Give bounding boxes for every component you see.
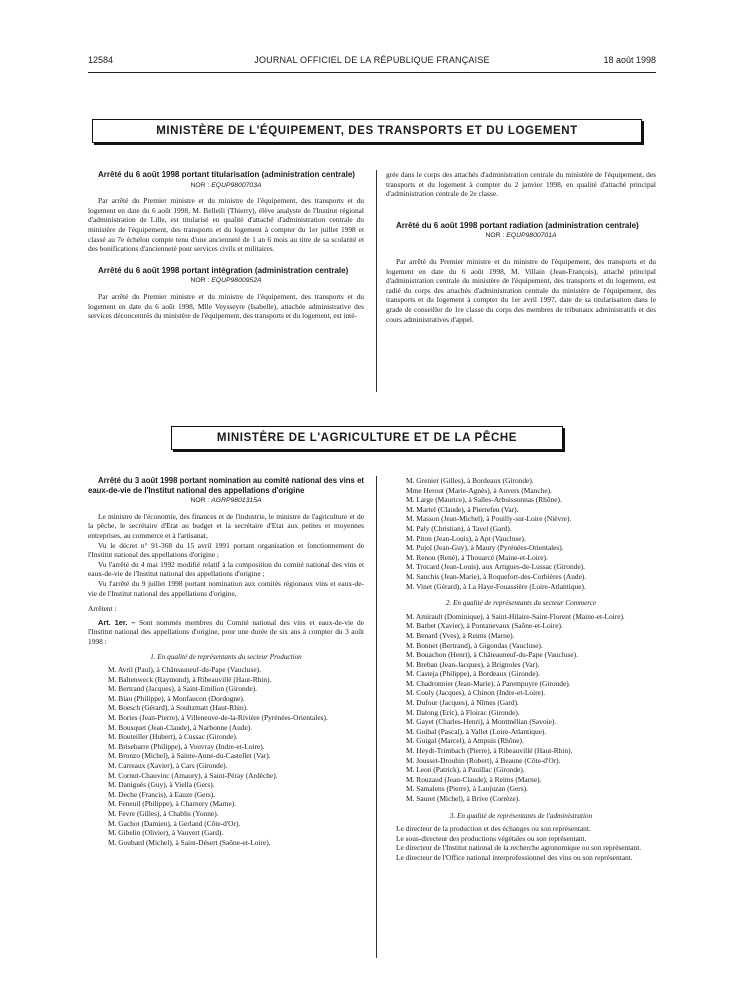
list-item: M. Daniguès (Guy), à Viella (Gers). <box>108 780 215 790</box>
list-item: M. Grenier (Gilles), à Bordeaux (Gironde). <box>406 476 534 485</box>
list-item: M. Paly (Christian), à Tavel (Gard). <box>406 523 512 533</box>
nor-reference: NOR : EQUP9800952A <box>190 277 262 285</box>
member-list <box>88 665 364 847</box>
section1-right-column <box>386 170 656 324</box>
list-item: M. Benard (Yves), à Reims (Marne). <box>406 630 515 640</box>
list-item: M. Baltenweck (Raymond), à Ribeauvillé (Haut-Rhin). <box>108 674 272 684</box>
list-item: M. Jousset-Drouhin (Robert), à Beaune (Côte-d'Or). <box>406 755 561 765</box>
list-item: M. Breban (Jean-Jacques), à Brignoles (Var). <box>406 659 540 669</box>
decree-title: Arrêté du 3 août 1998 portant nomination au comité national des vins et eaux-de-vie de l'Institut national des appellations d'origine <box>88 476 364 495</box>
list-item: M. Bouteiller (Hubert), à Cussac (Gironde). <box>108 732 238 742</box>
list-item: M. Pujol (Jean-Guy), à Maury (Pyrénées-Orientales). <box>406 543 564 553</box>
list-item: M. Sauret (Michel), à Brive (Corrèze). <box>406 794 521 803</box>
list-item: M. Dalong (Eric), à Floirac (Gironde). <box>406 707 520 717</box>
subsection-title: 3. En qualité de représentants de l'administration <box>449 811 593 820</box>
list-item: M. Carreaux (Xavier), à Cars (Gironde). <box>108 761 228 771</box>
list-item: M. Samalens (Pierre), à Laujuzan (Gers). <box>406 784 528 794</box>
decree-title: Arrêté du 6 août 1998 portant radiation (administration centrale) <box>396 220 639 230</box>
member-list <box>386 476 656 591</box>
list-item: M. Heydt-Trimbach (Pierre), à Ribeauvillé (Haut-Rhin). <box>406 746 573 756</box>
list-item: M. Bronzo (Michel), à Sainte-Anne-du-Castellet (Var). <box>108 751 271 761</box>
list-item: M. Biau (Philippe), à Monfaucon (Dordogne). <box>108 693 245 703</box>
list-item: M. Bousquet (Jean-Claude), à Narbonne (Aude). <box>108 722 253 732</box>
list-item: M. Renou (René), à Thouarcé (Maine-et-Loire). <box>406 552 548 562</box>
nor-reference: NOR : EQUP9800701A <box>485 232 557 240</box>
list-item: Le directeur de l'Office national interprofessionnel des vins ou son représentant. <box>396 852 633 862</box>
list-item: M. Bonnet (Bertrand), à Gigondas (Vaucluse). <box>406 640 543 650</box>
list-item: M. Dufour (Jacques), à Nîmes (Gard). <box>406 698 519 708</box>
header-rule <box>88 72 656 73</box>
decree-body: Par arrêté du Premier ministre et du ministre de l'équipement, des transports et du logement en date du 6 août 1998, Mlle Veysseyre (Isabelle), attachée administrative des services déconcentrés du ministère de l'équipement, des transports et du logement, est inté- <box>88 291 364 321</box>
list-item: M. Avril (Paul), à Châteauneuf-du-Pape (Vaucluse). <box>108 665 261 675</box>
decree-body: Par arrêté du Premier ministre et du ministre de l'équipement, des transports et du logement en date du 6 août 1998, M. Villain (Jean-François), attaché principal d'administration centrale du ministère de l'équipement, des transports et du logement, est radié du corps des attachés d'administration centrale du ministère de l'équipement, des transports et du logement à compter du 1er avril 1997, date de sa titularisation dans le grade de conseiller de 1re classe du corps des membres de tribunaux administratifs et des cours administratives d'appel. <box>386 256 656 324</box>
list-item: M. Piton (Jean-Louis), à Apt (Vaucluse). <box>406 533 526 543</box>
column-divider <box>376 170 377 392</box>
list-item: M. Rouzaud (Jean-Claude), à Reims (Marne). <box>406 774 542 784</box>
subsection-title: 1. En qualité de représentants du secteur Production <box>150 652 302 661</box>
ministry-banner-equipement: MINISTÈRE DE L'ÉQUIPEMENT, DES TRANSPORTS ET DU LOGEMENT <box>92 119 642 143</box>
list-item: M. Large (Maurice), à Salles-Arbuissonnas (Rhône). <box>406 495 562 505</box>
list-item: M. Brisebarre (Philippe), à Vouvray (Indre-et-Loire). <box>108 741 265 751</box>
list-item: M. Fevre (Gilles), à Chablis (Yonne). <box>108 809 219 818</box>
decree-title: Arrêté du 6 août 1998 portant intégration (administration centrale) <box>98 265 349 275</box>
list-item: M. Gayet (Charles-Henri), à Montmélian (Savoie). <box>406 717 557 727</box>
list-item: M. Trocard (Jean-Louis), aux Artigues-de-Lussac (Gironde). <box>406 562 585 572</box>
decree-body-continued: grée dans le corps des attachés d'administration centrale du ministère de l'équipement, des transports et du logement à compter du 2 janvier 1998, en qualité d'attaché principal d'administration centrale de 2e classe. <box>386 170 656 199</box>
page-number: 12584 <box>88 55 114 65</box>
list-item: M. Bories (Jean-Pierre), à Villeneuve-de-la-Rivière (Pyrénées-Orientales). <box>108 713 328 723</box>
decree-paragraph: Vu l'arrêté du 4 mai 1992 modifié relatif à la composition du comité national des vins et eaux-de-vie de l'Institut national des appellations d'origine ; <box>88 559 364 579</box>
decree-paragraph: Vu l'arrêté du 9 juillet 1998 portant nomination aux comités régionaux vins et eaux-de-vie de l'Institut national des appellations d'origine, <box>88 578 364 598</box>
list-item: M. Martel (Claude), à Pierrefeu (Var). <box>406 504 519 514</box>
list-item: M. Boesch (Gérard), à Soultzmatt (Haut-Rhin). <box>108 703 248 713</box>
column-divider <box>376 476 377 958</box>
list-item: M. Amirault (Dominique), à Saint-Hilaire-Saint-Florent (Maine-et-Loire). <box>406 611 625 621</box>
issue-date: 18 août 1998 <box>603 55 656 65</box>
member-list <box>386 824 656 862</box>
section2-right-column <box>386 476 656 863</box>
decree-paragraph: Le ministre de l'économie, des finances et de l'industrie, le ministre de l'agriculture et de la pêche, le secrétaire d'Etat au budget et la secrétaire d'Etat aux petites et moyennes entreprises, au commerce et à l'artisanat, <box>88 511 364 540</box>
list-item: M. Gibelin (Olivier), à Vauvert (Gard). <box>108 828 224 838</box>
list-item: M. Sanchis (Jean-Marie), à Roquefort-des-Corbières (Aude). <box>406 571 587 581</box>
list-item: M. Barbet (Xavier), à Pontanevaux (Saône-et-Loire). <box>406 621 563 631</box>
section1-left-column <box>88 170 364 321</box>
list-item: Le directeur de la production et des échanges ou son représentant. <box>396 824 591 834</box>
arretent: Arrêtent : <box>88 604 117 614</box>
list-item: M. Guibal (Pascal), à Vallet (Loire-Atlantique). <box>406 726 547 736</box>
running-header <box>88 55 656 69</box>
decree-paragraph: Vu le décret n° 91-368 du 15 avril 1991 portant organisation et fonctionnement de l'Institut national des appellations d'origine ; <box>88 540 364 560</box>
list-item: M. Feneuil (Philippe), à Charnery (Marne). <box>108 799 237 809</box>
list-item: M. Deche (Francis), à Eauze (Gers). <box>108 789 216 799</box>
list-item: M. Leon (Patrick), à Pauillac (Gironde). <box>406 765 525 775</box>
decree-body: Par arrêté du Premier ministre et du ministre de l'équipement, des transports et du logement en date du 6 août 1998, M. Belleili (Thierry), élève analyste de l'Institut régional d'administration de Lille, est titularisé en qualité d'attaché d'administration centrale du ministère de l'équipement, des transports et du logement à compter du 1er juillet 1998 et classé au 7e échelon compte tenu d'une ancienneté de 1 an 6 mois au titre de sa scolarité et des bonifications d'ancienneté pour services civils et militaires. <box>88 196 364 254</box>
member-list <box>386 612 656 804</box>
journal-title: JOURNAL OFFICIEL DE LA RÉPUBLIQUE FRANÇAISE <box>254 55 490 65</box>
subsection-title: 2. En qualité de représentants du secteur Commerce <box>445 599 597 608</box>
list-item: M. Chadronnier (Jean-Marie), à Parempuyre (Gironde). <box>406 678 571 688</box>
list-item: M. Gachot (Damien), à Gerland (Côte-d'Or). <box>108 818 241 828</box>
list-item: M. Couly (Jacques), à Chinon (Indre-et-Loire). <box>406 688 546 698</box>
article-1: Art. 1er. – Sont nommés membres du Comité national des vins et eaux-de-vie de l'Institut national des appellations d'origine, pour une durée de six ans à compter du 3 août 1998 : <box>88 617 364 646</box>
list-item: Le directeur de l'Institut national de la recherche agronomique ou son représentant. <box>396 843 642 853</box>
ministry-banner-agriculture: MINISTÈRE DE L'AGRICULTURE ET DE LA PÊCHE <box>171 426 563 450</box>
list-item: M. Masson (Jean-Michel), à Pouilly-sur-Loire (Nièvre). <box>406 514 572 524</box>
list-item: M. Guigal (Marcel), à Ampuis (Rhône). <box>406 736 524 746</box>
nor-reference: NOR : EQUP9800703A <box>190 181 262 189</box>
list-item: Le sous-directeur des productions végétales ou son représentant. <box>396 833 587 843</box>
decree-title: Arrêté du 6 août 1998 portant titularisation (administration centrale) <box>98 170 355 179</box>
list-item: Mme Herout (Marie-Agnès), à Auvers (Manche). <box>406 485 552 495</box>
list-item: M. Bertrand (Jacques), à Saint-Emilion (Gironde). <box>108 684 258 694</box>
nor-reference: NOR : AGRP9801315A <box>190 497 262 505</box>
list-item: M. Casteja (Philippe), à Bordeaux (Gironde). <box>406 669 540 679</box>
list-item: M. Vinet (Gérard), à La Haye-Fouassière (Loire-Atlantique). <box>406 581 586 591</box>
list-item: M. Bouachon (Henri), à Châteauneuf-du-Pape (Vaucluse). <box>406 650 578 660</box>
list-item: M. Cornut-Chauvinc (Amaury), à Saint-Péray (Ardèche). <box>108 770 278 780</box>
section2-left-column <box>88 476 364 847</box>
list-item: M. Goubard (Michel), à Saint-Désert (Saône-et-Loire). <box>108 837 271 847</box>
